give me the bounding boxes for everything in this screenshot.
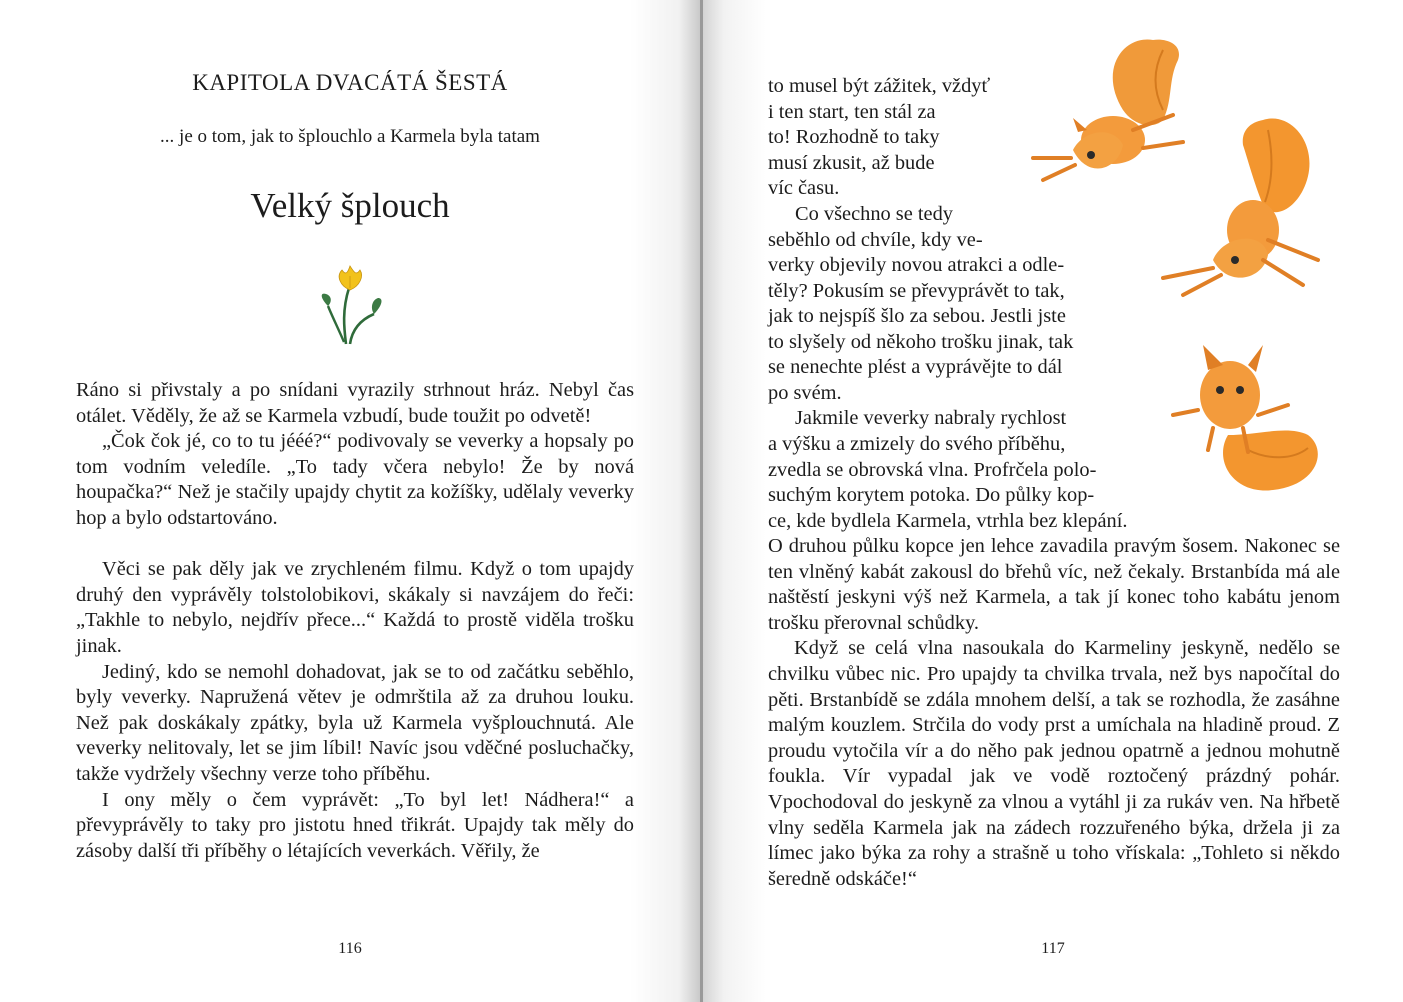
text-line: zvedla se obrovská vlna. Profrčela polo- (768, 459, 1097, 481)
text-line: to slyšely od někoho trošku jinak, tak (768, 331, 1074, 353)
paragraph: I ony měly o čem vyprávět: „To byl let! Nádhera!“ a převyprávěly to taky pro jistotu hned třikrát. Upajdy tak měly do zásoby další tři příběhy o létajících veverkách. Věřily, že (76, 788, 634, 862)
paragraph: „Čok čok jé, co to tu jééé?“ podivovaly se veverky a hopsaly po tom vodním veledíle. „To tady včera nebylo! Že by nová houpačka?“ Než je stačily upajdy chytit za kožíšky, udělaly veverky hop a bylo odstartováno. (76, 430, 634, 529)
text-line: těly? Pokusím se převyprávět to tak, (768, 280, 1065, 302)
text-line: seběhlo od chvíle, kdy ve- (768, 229, 983, 251)
text-line: to musel být zážitek, vždyť (768, 75, 991, 97)
squirrel-illustration-sitting (1168, 340, 1338, 500)
page-number: 116 (338, 940, 362, 957)
right-page (703, 0, 1403, 1002)
text-line: a výšku a zmizely do svého příběhu, (768, 433, 1066, 455)
chapter-heading: KAPITOLA DVACÁTÁ ŠESTÁ (192, 70, 508, 95)
paragraph: Věci se pak děly jak ve zrychleném filmu. Když o tom upajdy druhý den vyprávěly tolstolobikovi, skákaly si navzájem do řeči: „Takhle to nebylo, nejdřív přece...“ Každá to prostě viděla trošku jinak. (76, 558, 634, 657)
page-number: 117 (1041, 940, 1065, 957)
text-line: musí zkusit, až bude (768, 152, 935, 174)
text-line: ce, kde bydlela Karmela, vtrhla bez klepání. (768, 510, 1128, 532)
left-page-body (76, 378, 634, 864)
text-line: po svém. (768, 382, 842, 404)
text-line: i ten start, ten stál za (768, 101, 936, 123)
squirrel-illustration-diving (1143, 110, 1353, 310)
chapter-subtitle: ... je o tom, jak to šplouchlo a Karmela byla tatam (160, 126, 540, 147)
story-title: Velký šplouch (250, 186, 450, 225)
text-line: Jakmile veverky nabraly rychlost (795, 407, 1067, 429)
yellow-flower-icon (316, 258, 392, 346)
paragraph: Ráno si přivstaly a po snídani vyrazily strhnout hráz. Nebyl čas otálet. Věděly, že až se Karmela vzbudí, bude toužit po odvetě! (76, 379, 634, 427)
paragraph: O druhou půlku kopce jen lehce zavadila pravým šosem. Nakonec se ten vlněný kabát zakousl do břehů víc, než čekaly. Brstanbída má ale naštěstí jeskyni výš než Karmela, a tak jí konec toho kabátu jenom trošku přerovnal schůdky. (768, 535, 1340, 634)
paragraph: Jediný, kdo se nemohl dohadovat, jak se to od začátku seběhlo, byly veverky. Napružená větev je odmrštila až za druhou louku. Než pak doskákaly zpátky, byla už Karmela vyšplouchnutá. Ale veverky nelitovaly, let se jim líbil! Navíc jsou vděčné posluchačky, takže vydržely všechny verze toho příběhu. (76, 660, 634, 785)
text-line: suchým korytem potoka. Do půlky kop- (768, 484, 1095, 506)
text-line: Co všechno se tedy (795, 203, 953, 225)
right-page-body (768, 534, 1340, 892)
text-line: jak to nejspíš šlo za sebou. Jestli jste (768, 305, 1066, 327)
text-line: víc času. (768, 177, 840, 199)
text-line: se nenechte plést a vyprávějte to dál (768, 356, 1063, 378)
text-line: verky objevily novou atrakci a odle- (768, 254, 1065, 276)
paragraph: Když se celá vlna nasoukala do Karmeliny jeskyně, nedělo se chvilku vůbec nic. Pro upajdy ta chvilka trvala, než bys napočítal do pěti. Brstanbídě se zdála mnohem delší, a tak se rozhodla, že zasáhne malým kouzlem. Strčila do vody prst a umíchala na hladině proud. Z proudu vytočila vír a do něho pak jednou opatrně a jednou mohutně foukla. Vír vypadal jak ve vodě roztočený prázdný pohár. Vpochodoval do jeskyně za vlnou a vytáhl ji za rukáv ven. Na hřbetě vlny seděla Karmela jak na zádech rozzuřeného býka, držela ji za límec jako býka za rohy a strašně u toho vřískala: „Tohleto si někdo šeredně odskáče!“ (768, 637, 1340, 890)
text-line: to! Rozhodně to taky (768, 126, 940, 148)
left-page (0, 0, 700, 1002)
